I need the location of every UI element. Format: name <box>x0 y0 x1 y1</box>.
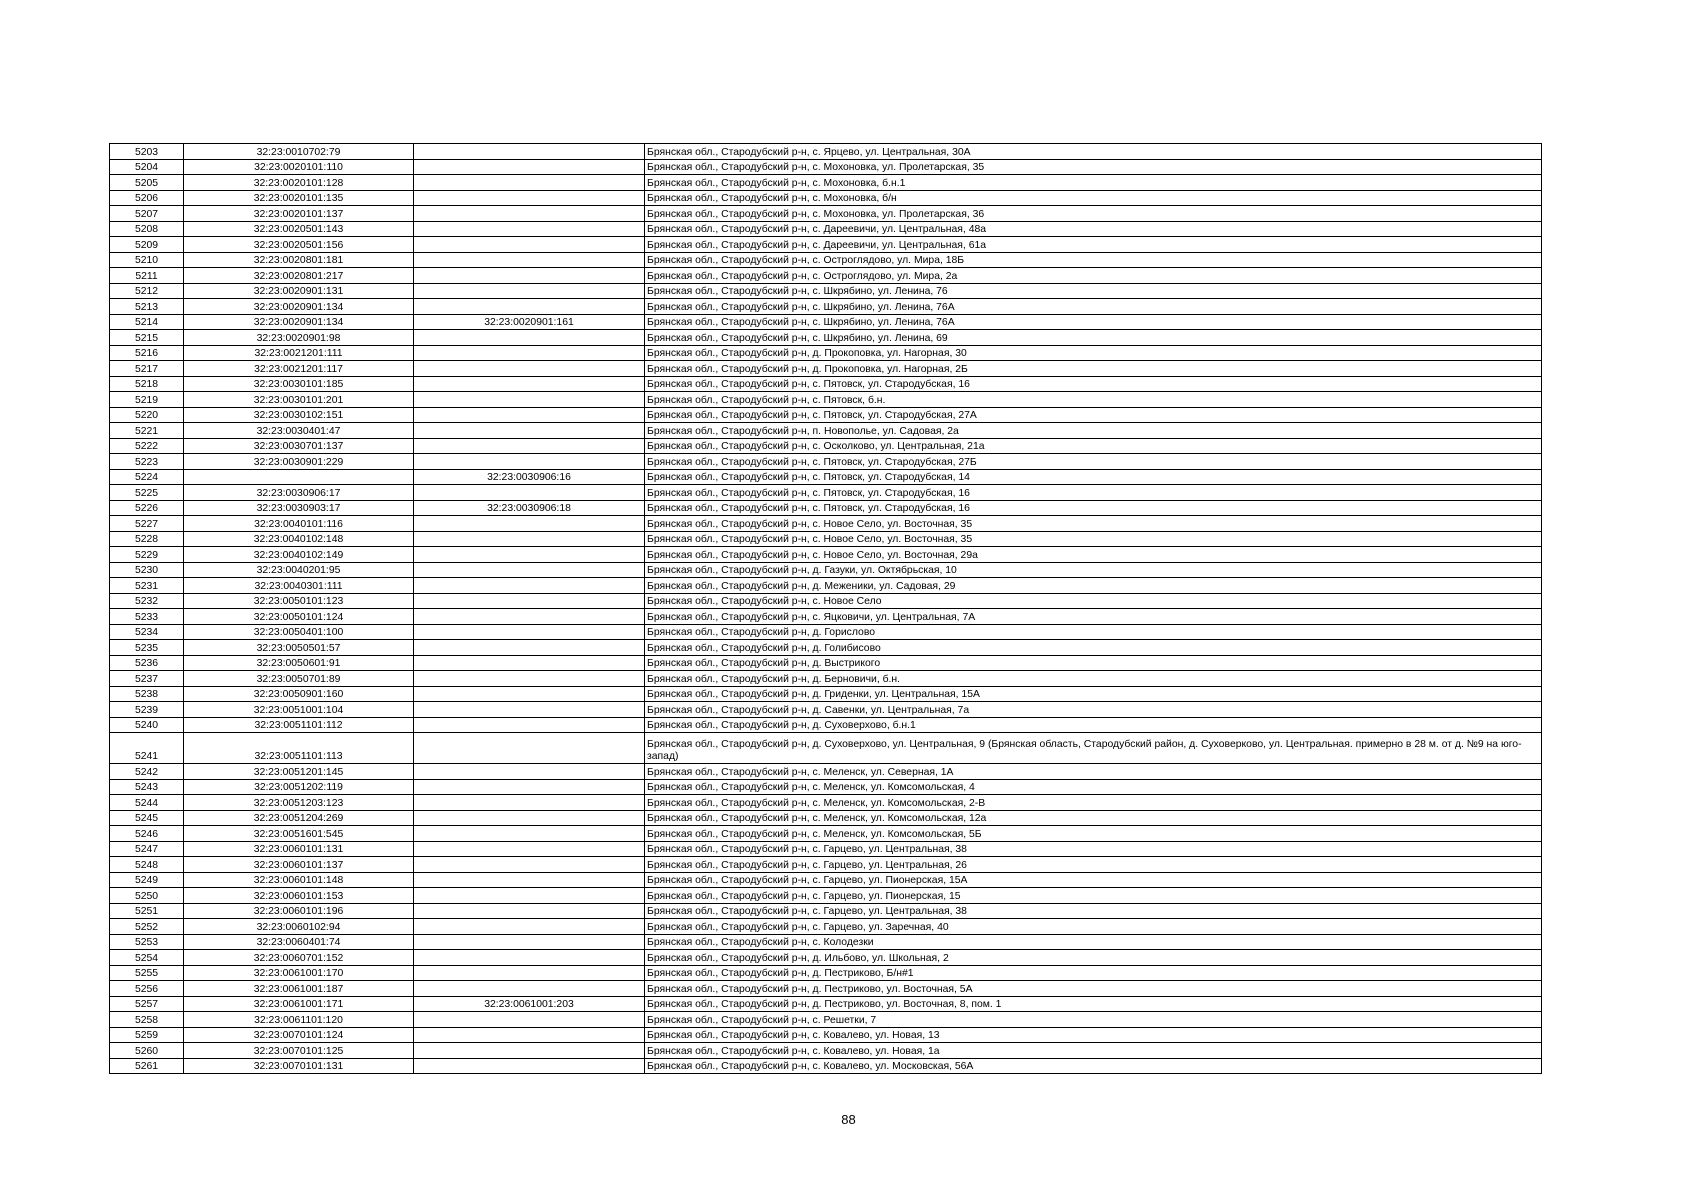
row-number-cell: 5214 <box>110 314 184 330</box>
address-cell: Брянская обл., Стародубский р-н, с. Остроглядово, ул. Мира, 18Б <box>645 252 1542 268</box>
table-row <box>110 826 1542 842</box>
row-number-cell: 5205 <box>110 175 184 191</box>
cadastral-number-cell: 32:23:0051203:123 <box>184 795 414 811</box>
table-row <box>110 252 1542 268</box>
cadastral-number-cell: 32:23:0070101:131 <box>184 1058 414 1074</box>
row-number-cell: 5247 <box>110 841 184 857</box>
cadastral-number-cell: 32:23:0061001:171 <box>184 996 414 1012</box>
cadastral-number-cell: 32:23:0030101:185 <box>184 376 414 392</box>
extra-cadastral-number-cell <box>414 206 645 222</box>
address-cell: Брянская обл., Стародубский р-н, с. Пятовск, ул. Стародубская, 27А <box>645 407 1542 423</box>
extra-cadastral-number-cell <box>414 190 645 206</box>
cadastral-number-cell: 32:23:0040102:148 <box>184 531 414 547</box>
address-cell: Брянская обл., Стародубский р-н, с. Гарцево, ул. Центральная, 38 <box>645 841 1542 857</box>
row-number-cell: 5232 <box>110 593 184 609</box>
cadastral-number-cell: 32:23:0020101:128 <box>184 175 414 191</box>
row-number-cell: 5244 <box>110 795 184 811</box>
row-number-cell: 5242 <box>110 764 184 780</box>
row-number-cell: 5253 <box>110 934 184 950</box>
table-row <box>110 841 1542 857</box>
address-cell: Брянская обл., Стародубский р-н, с. Дареевичи, ул. Центральная, 48а <box>645 221 1542 237</box>
cadastral-number-cell: 32:23:0020501:143 <box>184 221 414 237</box>
row-number-cell: 5222 <box>110 438 184 454</box>
extra-cadastral-number-cell <box>414 764 645 780</box>
cadastral-number-cell: 32:23:0030901:229 <box>184 454 414 470</box>
address-cell: Брянская обл., Стародубский р-н, с. Новое Село, ул. Восточная, 35 <box>645 531 1542 547</box>
row-number-cell: 5257 <box>110 996 184 1012</box>
row-number-cell: 5227 <box>110 516 184 532</box>
address-cell: Брянская обл., Стародубский р-н, д. Горислово <box>645 624 1542 640</box>
cadastral-number-cell: 32:23:0060102:94 <box>184 919 414 935</box>
table-row <box>110 330 1542 346</box>
extra-cadastral-number-cell <box>414 841 645 857</box>
cadastral-number-cell: 32:23:0010702:79 <box>184 144 414 160</box>
table-row <box>110 655 1542 671</box>
row-number-cell: 5228 <box>110 531 184 547</box>
extra-cadastral-number-cell: 32:23:0030906:16 <box>414 469 645 485</box>
extra-cadastral-number-cell <box>414 330 645 346</box>
extra-cadastral-number-cell <box>414 221 645 237</box>
address-cell: Брянская обл., Стародубский р-н, с. Ковалево, ул. Московская, 56А <box>645 1058 1542 1074</box>
row-number-cell: 5225 <box>110 485 184 501</box>
row-number-cell: 5246 <box>110 826 184 842</box>
extra-cadastral-number-cell: 32:23:0020901:161 <box>414 314 645 330</box>
extra-cadastral-number-cell <box>414 950 645 966</box>
table-row <box>110 671 1542 687</box>
extra-cadastral-number-cell <box>414 407 645 423</box>
row-number-cell: 5238 <box>110 686 184 702</box>
address-cell: Брянская обл., Стародубский р-н, д. Голибисово <box>645 640 1542 656</box>
extra-cadastral-number-cell <box>414 268 645 284</box>
address-cell: Брянская обл., Стародубский р-н, д. Ильбово, ул. Школьная, 2 <box>645 950 1542 966</box>
table-row <box>110 686 1542 702</box>
table-row <box>110 717 1542 733</box>
table-row <box>110 175 1542 191</box>
table-row <box>110 454 1542 470</box>
cadastral-number-cell: 32:23:0070101:125 <box>184 1043 414 1059</box>
cadastral-number-cell <box>184 469 414 485</box>
extra-cadastral-number-cell <box>414 810 645 826</box>
table-row <box>110 903 1542 919</box>
extra-cadastral-number-cell <box>414 516 645 532</box>
address-cell: Брянская обл., Стародубский р-н, п. Новополье, ул. Садовая, 2а <box>645 423 1542 439</box>
cadastral-number-cell: 32:23:0050101:124 <box>184 609 414 625</box>
row-number-cell: 5224 <box>110 469 184 485</box>
address-cell: Брянская обл., Стародубский р-н, с. Мохоновка, б.н.1 <box>645 175 1542 191</box>
address-cell: Брянская обл., Стародубский р-н, д. Пестриково, ул. Восточная, 5А <box>645 981 1542 997</box>
address-cell: Брянская обл., Стародубский р-н, с. Шкрябино, ул. Ленина, 76А <box>645 299 1542 315</box>
cadastral-number-cell: 32:23:0061001:187 <box>184 981 414 997</box>
cadastral-number-cell: 32:23:0030101:201 <box>184 392 414 408</box>
table-row <box>110 314 1542 330</box>
table-row <box>110 919 1542 935</box>
cadastral-number-cell: 32:23:0040102:149 <box>184 547 414 563</box>
table-row <box>110 500 1542 516</box>
extra-cadastral-number-cell <box>414 237 645 253</box>
cadastral-number-cell: 32:23:0020501:156 <box>184 237 414 253</box>
address-cell: Брянская обл., Стародубский р-н, с. Гарцево, ул. Центральная, 26 <box>645 857 1542 873</box>
table-row <box>110 547 1542 563</box>
row-number-cell: 5251 <box>110 903 184 919</box>
extra-cadastral-number-cell <box>414 1058 645 1074</box>
row-number-cell: 5240 <box>110 717 184 733</box>
row-number-cell: 5234 <box>110 624 184 640</box>
cadastral-number-cell: 32:23:0051601:545 <box>184 826 414 842</box>
extra-cadastral-number-cell <box>414 376 645 392</box>
extra-cadastral-number-cell <box>414 438 645 454</box>
row-number-cell: 5248 <box>110 857 184 873</box>
address-cell: Брянская обл., Стародубский р-н, д. Берновичи, б.н. <box>645 671 1542 687</box>
row-number-cell: 5233 <box>110 609 184 625</box>
cadastral-number-cell: 32:23:0030906:17 <box>184 485 414 501</box>
row-number-cell: 5206 <box>110 190 184 206</box>
extra-cadastral-number-cell <box>414 981 645 997</box>
cadastral-number-cell: 32:23:0060701:152 <box>184 950 414 966</box>
table-row <box>110 268 1542 284</box>
row-number-cell: 5217 <box>110 361 184 377</box>
address-cell: Брянская обл., Стародубский р-н, с. Гарцево, ул. Центральная, 38 <box>645 903 1542 919</box>
address-cell: Брянская обл., Стародубский р-н, с. Пятовск, б.н. <box>645 392 1542 408</box>
cadastral-number-cell: 32:23:0050501:57 <box>184 640 414 656</box>
cadastral-number-cell: 32:23:0040301:111 <box>184 578 414 594</box>
extra-cadastral-number-cell <box>414 640 645 656</box>
row-number-cell: 5212 <box>110 283 184 299</box>
row-number-cell: 5203 <box>110 144 184 160</box>
cadastral-number-cell: 32:23:0050901:160 <box>184 686 414 702</box>
extra-cadastral-number-cell <box>414 1027 645 1043</box>
table-row <box>110 144 1542 160</box>
cadastral-number-cell: 32:23:0051202:119 <box>184 779 414 795</box>
address-cell: Брянская обл., Стародубский р-н, д. Прокоповка, ул. Нагорная, 2Б <box>645 361 1542 377</box>
table-row <box>110 950 1542 966</box>
row-number-cell: 5210 <box>110 252 184 268</box>
address-cell: Брянская обл., Стародубский р-н, с. Яцковичи, ул. Центральная, 7А <box>645 609 1542 625</box>
address-cell: Брянская обл., Стародубский р-н, д. Савенки, ул. Центральная, 7а <box>645 702 1542 718</box>
table-row <box>110 1012 1542 1028</box>
row-number-cell: 5250 <box>110 888 184 904</box>
extra-cadastral-number-cell <box>414 655 645 671</box>
cadastral-number-cell: 32:23:0050701:89 <box>184 671 414 687</box>
address-cell: Брянская обл., Стародубский р-н, с. Шкрябино, ул. Ленина, 76А <box>645 314 1542 330</box>
table-row <box>110 1043 1542 1059</box>
table-row <box>110 469 1542 485</box>
table-row <box>110 299 1542 315</box>
cadastral-number-cell: 32:23:0021201:117 <box>184 361 414 377</box>
cadastral-number-cell: 32:23:0051201:145 <box>184 764 414 780</box>
table-row <box>110 795 1542 811</box>
table-row <box>110 965 1542 981</box>
cadastral-number-cell: 32:23:0060101:137 <box>184 857 414 873</box>
row-number-cell: 5211 <box>110 268 184 284</box>
extra-cadastral-number-cell <box>414 934 645 950</box>
extra-cadastral-number-cell <box>414 919 645 935</box>
row-number-cell: 5245 <box>110 810 184 826</box>
row-number-cell: 5218 <box>110 376 184 392</box>
row-number-cell: 5258 <box>110 1012 184 1028</box>
address-cell: Брянская обл., Стародубский р-н, с. Новое Село, ул. Восточная, 29а <box>645 547 1542 563</box>
extra-cadastral-number-cell <box>414 686 645 702</box>
extra-cadastral-number-cell <box>414 578 645 594</box>
table-row <box>110 593 1542 609</box>
row-number-cell: 5256 <box>110 981 184 997</box>
row-number-cell: 5216 <box>110 345 184 361</box>
address-cell: Брянская обл., Стародубский р-н, с. Решетки, 7 <box>645 1012 1542 1028</box>
extra-cadastral-number-cell <box>414 903 645 919</box>
cadastral-number-cell: 32:23:0051001:104 <box>184 702 414 718</box>
address-cell: Брянская обл., Стародубский р-н, д. Прокоповка, ул. Нагорная, 30 <box>645 345 1542 361</box>
address-cell: Брянская обл., Стародубский р-н, с. Меленск, ул. Комсомольская, 12а <box>645 810 1542 826</box>
row-number-cell: 5219 <box>110 392 184 408</box>
table-row <box>110 407 1542 423</box>
table-row <box>110 624 1542 640</box>
cadastral-number-cell: 32:23:0030401:47 <box>184 423 414 439</box>
cadastral-number-cell: 32:23:0020101:135 <box>184 190 414 206</box>
address-cell: Брянская обл., Стародубский р-н, с. Пятовск, ул. Стародубская, 16 <box>645 376 1542 392</box>
cadastral-number-cell: 32:23:0030903:17 <box>184 500 414 516</box>
address-cell: Брянская обл., Стародубский р-н, д. Пестриково, ул. Восточная, 8, пом. 1 <box>645 996 1542 1012</box>
address-cell: Брянская обл., Стародубский р-н, д. Газуки, ул. Октябрьская, 10 <box>645 562 1542 578</box>
table-row <box>110 578 1542 594</box>
cadastral-number-cell: 32:23:0060101:196 <box>184 903 414 919</box>
address-cell: Брянская обл., Стародубский р-н, д. Пестриково, Б/н#1 <box>645 965 1542 981</box>
table-row <box>110 376 1542 392</box>
cadastral-number-cell: 32:23:0061101:120 <box>184 1012 414 1028</box>
address-cell: Брянская обл., Стародубский р-н, с. Ковалево, ул. Новая, 13 <box>645 1027 1542 1043</box>
row-number-cell: 5207 <box>110 206 184 222</box>
table-row <box>110 190 1542 206</box>
table-row <box>110 702 1542 718</box>
address-cell: Брянская обл., Стародубский р-н, д. Выстрикого <box>645 655 1542 671</box>
page-number: 88 <box>841 1112 856 1127</box>
extra-cadastral-number-cell <box>414 965 645 981</box>
extra-cadastral-number-cell <box>414 779 645 795</box>
row-number-cell: 5255 <box>110 965 184 981</box>
cadastral-number-cell: 32:23:0021201:111 <box>184 345 414 361</box>
cadastral-number-cell: 32:23:0020801:181 <box>184 252 414 268</box>
cadastral-number-cell: 32:23:0051101:112 <box>184 717 414 733</box>
registry-table <box>109 143 1542 1074</box>
address-cell: Брянская обл., Стародубский р-н, с. Мохоновка, ул. Пролетарская, 35 <box>645 159 1542 175</box>
row-number-cell: 5243 <box>110 779 184 795</box>
row-number-cell: 5259 <box>110 1027 184 1043</box>
extra-cadastral-number-cell <box>414 345 645 361</box>
table-row <box>110 981 1542 997</box>
extra-cadastral-number-cell <box>414 392 645 408</box>
table-row <box>110 283 1542 299</box>
extra-cadastral-number-cell <box>414 252 645 268</box>
address-cell: Брянская обл., Стародубский р-н, с. Мохоновка, ул. Пролетарская, 36 <box>645 206 1542 222</box>
address-cell: Брянская обл., Стародубский р-н, д. Гриденки, ул. Центральная, 15А <box>645 686 1542 702</box>
extra-cadastral-number-cell: 32:23:0030906:18 <box>414 500 645 516</box>
extra-cadastral-number-cell <box>414 299 645 315</box>
row-number-cell: 5235 <box>110 640 184 656</box>
cadastral-number-cell: 32:23:0030701:137 <box>184 438 414 454</box>
table-row <box>110 779 1542 795</box>
row-number-cell: 5260 <box>110 1043 184 1059</box>
table-row <box>110 888 1542 904</box>
address-cell: Брянская обл., Стародубский р-н, д. Суховерхово, б.н.1 <box>645 717 1542 733</box>
extra-cadastral-number-cell: 32:23:0061001:203 <box>414 996 645 1012</box>
extra-cadastral-number-cell <box>414 671 645 687</box>
cadastral-number-cell: 32:23:0060101:148 <box>184 872 414 888</box>
address-cell: Брянская обл., Стародубский р-н, с. Ярцево, ул. Центральная, 30А <box>645 144 1542 160</box>
table-row <box>110 996 1542 1012</box>
table-row <box>110 392 1542 408</box>
address-cell: Брянская обл., Стародубский р-н, с. Пятовск, ул. Стародубская, 16 <box>645 485 1542 501</box>
cadastral-number-cell: 32:23:0020801:217 <box>184 268 414 284</box>
table-row <box>110 764 1542 780</box>
extra-cadastral-number-cell <box>414 454 645 470</box>
address-cell: Брянская обл., Стародубский р-н, д. Меженики, ул. Садовая, 29 <box>645 578 1542 594</box>
cadastral-number-cell: 32:23:0020901:134 <box>184 314 414 330</box>
extra-cadastral-number-cell <box>414 609 645 625</box>
extra-cadastral-number-cell <box>414 283 645 299</box>
extra-cadastral-number-cell <box>414 624 645 640</box>
cadastral-number-cell: 32:23:0020901:134 <box>184 299 414 315</box>
extra-cadastral-number-cell <box>414 159 645 175</box>
table-row <box>110 810 1542 826</box>
table-row <box>110 237 1542 253</box>
address-cell: Брянская обл., Стародубский р-н, с. Меленск, ул. Северная, 1А <box>645 764 1542 780</box>
address-cell: Брянская обл., Стародубский р-н, с. Гарцево, ул. Заречная, 40 <box>645 919 1542 935</box>
extra-cadastral-number-cell <box>414 562 645 578</box>
row-number-cell: 5236 <box>110 655 184 671</box>
table-row <box>110 221 1542 237</box>
table-row <box>110 531 1542 547</box>
extra-cadastral-number-cell <box>414 361 645 377</box>
extra-cadastral-number-cell <box>414 826 645 842</box>
cadastral-number-cell: 32:23:0060101:131 <box>184 841 414 857</box>
table-row <box>110 438 1542 454</box>
row-number-cell: 5239 <box>110 702 184 718</box>
extra-cadastral-number-cell <box>414 485 645 501</box>
address-cell: Брянская обл., Стародубский р-н, с. Мохоновка, б/н <box>645 190 1542 206</box>
address-cell: Брянская обл., Стародубский р-н, с. Колодезки <box>645 934 1542 950</box>
table-row <box>110 1058 1542 1074</box>
extra-cadastral-number-cell <box>414 888 645 904</box>
extra-cadastral-number-cell <box>414 717 645 733</box>
row-number-cell: 5231 <box>110 578 184 594</box>
cadastral-number-cell: 32:23:0061001:170 <box>184 965 414 981</box>
address-cell: Брянская обл., Стародубский р-н, с. Новое Село <box>645 593 1542 609</box>
table-row <box>110 423 1542 439</box>
extra-cadastral-number-cell <box>414 1012 645 1028</box>
address-cell: Брянская обл., Стародубский р-н, с. Дареевичи, ул. Центральная, 61а <box>645 237 1542 253</box>
row-number-cell: 5215 <box>110 330 184 346</box>
address-cell: Брянская обл., Стародубский р-н, с. Шкрябино, ул. Ленина, 69 <box>645 330 1542 346</box>
extra-cadastral-number-cell <box>414 175 645 191</box>
address-cell: Брянская обл., Стародубский р-н, с. Осколково, ул. Центральная, 21а <box>645 438 1542 454</box>
row-number-cell: 5226 <box>110 500 184 516</box>
address-cell: Брянская обл., Стародубский р-н, с. Меленск, ул. Комсомольская, 4 <box>645 779 1542 795</box>
cadastral-number-cell: 32:23:0040201:95 <box>184 562 414 578</box>
table-row <box>110 516 1542 532</box>
table-row <box>110 1027 1542 1043</box>
row-number-cell: 5209 <box>110 237 184 253</box>
extra-cadastral-number-cell <box>414 795 645 811</box>
registry-table-body <box>110 144 1542 1074</box>
address-cell: Брянская обл., Стародубский р-н, с. Новое Село, ул. Восточная, 35 <box>645 516 1542 532</box>
cadastral-number-cell: 32:23:0050601:91 <box>184 655 414 671</box>
cadastral-number-cell: 32:23:0060401:74 <box>184 934 414 950</box>
cadastral-number-cell: 32:23:0060101:153 <box>184 888 414 904</box>
table-row <box>110 872 1542 888</box>
table-row <box>110 934 1542 950</box>
cadastral-number-cell: 32:23:0050401:100 <box>184 624 414 640</box>
row-number-cell: 5249 <box>110 872 184 888</box>
extra-cadastral-number-cell <box>414 547 645 563</box>
table-row <box>110 485 1542 501</box>
table-row <box>110 562 1542 578</box>
row-number-cell: 5204 <box>110 159 184 175</box>
extra-cadastral-number-cell <box>414 144 645 160</box>
address-cell: Брянская обл., Стародубский р-н, с. Меленск, ул. Комсомольская, 2-В <box>645 795 1542 811</box>
row-number-cell: 5252 <box>110 919 184 935</box>
address-cell: Брянская обл., Стародубский р-н, с. Пятовск, ул. Стародубская, 27Б <box>645 454 1542 470</box>
cadastral-number-cell: 32:23:0051101:113 <box>184 733 414 764</box>
address-cell: Брянская обл., Стародубский р-н, с. Остроглядово, ул. Мира, 2а <box>645 268 1542 284</box>
cadastral-number-cell: 32:23:0020901:131 <box>184 283 414 299</box>
table-row <box>110 857 1542 873</box>
address-cell: Брянская обл., Стародубский р-н, с. Гарцево, ул. Пионерская, 15 <box>645 888 1542 904</box>
cadastral-number-cell: 32:23:0020101:110 <box>184 159 414 175</box>
row-number-cell: 5221 <box>110 423 184 439</box>
extra-cadastral-number-cell <box>414 423 645 439</box>
table-row <box>110 640 1542 656</box>
cadastral-number-cell: 32:23:0051204:269 <box>184 810 414 826</box>
table-row <box>110 609 1542 625</box>
address-cell: Брянская обл., Стародубский р-н, с. Пятовск, ул. Стародубская, 16 <box>645 500 1542 516</box>
extra-cadastral-number-cell <box>414 1043 645 1059</box>
row-number-cell: 5230 <box>110 562 184 578</box>
table-row <box>110 733 1542 764</box>
address-cell: Брянская обл., Стародубский р-н, д. Суховерхово, ул. Центральная, 9 (Брянская область, Стародубский район, д. Суховерково, ул. Центральная. примерно в 28 м. от д. №9 на юго-запад) <box>645 733 1542 764</box>
row-number-cell: 5223 <box>110 454 184 470</box>
extra-cadastral-number-cell <box>414 733 645 764</box>
extra-cadastral-number-cell <box>414 531 645 547</box>
cadastral-number-cell: 32:23:0030102:151 <box>184 407 414 423</box>
cadastral-number-cell: 32:23:0040101:116 <box>184 516 414 532</box>
row-number-cell: 5208 <box>110 221 184 237</box>
address-cell: Брянская обл., Стародубский р-н, с. Шкрябино, ул. Ленина, 76 <box>645 283 1542 299</box>
table-row <box>110 206 1542 222</box>
cadastral-number-cell: 32:23:0020101:137 <box>184 206 414 222</box>
extra-cadastral-number-cell <box>414 593 645 609</box>
address-cell: Брянская обл., Стародубский р-н, с. Пятовск, ул. Стародубская, 14 <box>645 469 1542 485</box>
extra-cadastral-number-cell <box>414 857 645 873</box>
address-cell: Брянская обл., Стародубский р-н, с. Меленск, ул. Комсомольская, 5Б <box>645 826 1542 842</box>
extra-cadastral-number-cell <box>414 702 645 718</box>
table-row <box>110 361 1542 377</box>
cadastral-number-cell: 32:23:0070101:124 <box>184 1027 414 1043</box>
row-number-cell: 5237 <box>110 671 184 687</box>
row-number-cell: 5220 <box>110 407 184 423</box>
row-number-cell: 5229 <box>110 547 184 563</box>
table-row <box>110 159 1542 175</box>
row-number-cell: 5213 <box>110 299 184 315</box>
address-cell: Брянская обл., Стародубский р-н, с. Ковалево, ул. Новая, 1а <box>645 1043 1542 1059</box>
address-cell: Брянская обл., Стародубский р-н, с. Гарцево, ул. Пионерская, 15А <box>645 872 1542 888</box>
cadastral-number-cell: 32:23:0020901:98 <box>184 330 414 346</box>
table-row <box>110 345 1542 361</box>
extra-cadastral-number-cell <box>414 872 645 888</box>
row-number-cell: 5241 <box>110 733 184 764</box>
row-number-cell: 5261 <box>110 1058 184 1074</box>
cadastral-number-cell: 32:23:0050101:123 <box>184 593 414 609</box>
row-number-cell: 5254 <box>110 950 184 966</box>
